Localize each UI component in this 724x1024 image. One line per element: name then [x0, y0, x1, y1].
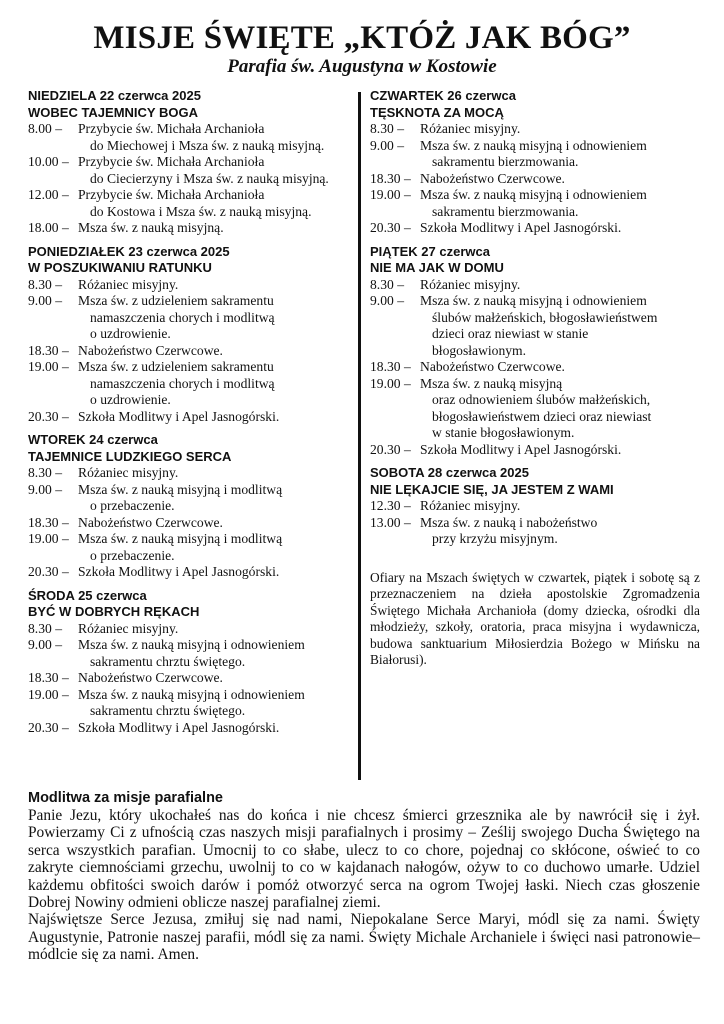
entry-description [420, 293, 700, 359]
entry-description [420, 442, 700, 459]
entry-line: sakramentu chrztu świętego. [90, 703, 246, 718]
entry-line: Msza św. z nauką misyjną i odnowieniem [420, 187, 647, 202]
day-theme: NIE LĘKAJCIE SIĘ, JA JESTEM Z WAMI [370, 481, 614, 497]
entry-time: 8.30 – [28, 465, 62, 480]
schedule-entry [370, 376, 700, 442]
entry-line: Różaniec misyjny. [420, 276, 521, 292]
schedule-entry [28, 621, 348, 638]
entry-line: Nabożeństwo Czerwcowe. [78, 342, 223, 358]
entry-description [78, 359, 348, 409]
schedule-entry [370, 220, 700, 237]
entry-line: o uzdrowienie. [90, 326, 171, 341]
schedule-right-column [370, 88, 700, 669]
entry-description [78, 277, 348, 294]
day-theme: WOBEC TAJEMNICY BOGA [28, 104, 198, 120]
entry-line: Szkoła Modlitwy i Apel Jasnogórski. [420, 220, 622, 235]
entry-time: 19.00 – [28, 359, 69, 374]
day-block [28, 88, 348, 237]
entry-description [420, 376, 700, 442]
schedule-entry [370, 277, 700, 294]
entry-description [78, 515, 348, 532]
schedule-entry [28, 515, 348, 532]
entry-line: przy krzyżu misyjnym. [432, 531, 558, 546]
entry-description [420, 171, 700, 188]
schedule-entry [28, 564, 348, 581]
entry-description [78, 293, 348, 343]
entry-line: Różaniec misyjny. [78, 620, 179, 636]
entry-description [78, 621, 348, 638]
entry-line: sakramentu bierzmowania. [432, 154, 579, 169]
entry-line: Msza św. z udzieleniem sakramentu [78, 293, 274, 308]
entry-line: Przybycie św. Michała Archanioła [78, 121, 265, 136]
schedule-entry [370, 442, 700, 459]
entry-description [78, 482, 348, 515]
entry-time: 8.30 – [370, 121, 404, 136]
entry-line: Msza św. z udzieleniem sakramentu [78, 359, 274, 374]
day-block [370, 465, 700, 548]
entry-line: namaszczenia chorych i modlitwą [90, 309, 275, 325]
entry-description [420, 515, 700, 548]
right-days-list [370, 88, 700, 548]
entry-description [420, 277, 700, 294]
entry-time: 13.00 – [370, 514, 411, 530]
day-date: PIĄTEK 27 czerwca [370, 243, 490, 259]
schedule-left-column [28, 88, 348, 743]
day-block [370, 88, 700, 237]
entry-time: 9.00 – [28, 481, 62, 497]
day-theme: TĘSKNOTA ZA MOCĄ [370, 104, 504, 120]
day-date: SOBOTA 28 czerwca 2025 [370, 465, 529, 480]
schedule-entry [28, 720, 348, 737]
entry-description [78, 670, 348, 687]
entry-line: w stanie błogosławionym. [432, 425, 575, 440]
entry-line: Msza św. z nauką misyjną. [78, 220, 224, 235]
entry-line: Msza św. z nauką misyjną i odnowieniem [78, 686, 305, 702]
entry-line: Msza św. z nauką misyjną i modlitwą [78, 531, 283, 546]
schedule-entry [370, 498, 700, 515]
entry-time: 8.30 – [28, 276, 62, 292]
entry-line: do Miechowej i Msza św. z nauką misyjną. [90, 137, 325, 153]
offering-note: Ofiary na Mszach świętych w czwartek, piątek i sobotę są z przeznaczeniem na dzieła apostolskie Zgromadzenia Świętego Michała Archanioła (domy dziecka, ośrodki dla młodzieży, szkoły, oratoria, praca misyjna i wydawnicza, budowa sanktuarium Miłosierdzia Bożego w Mińsku na Białorusi). [370, 569, 700, 667]
entry-line: Szkoła Modlitwy i Apel Jasnogórski. [420, 441, 622, 457]
schedule-entry [28, 293, 348, 343]
day-block [370, 244, 700, 459]
entry-description [78, 720, 348, 737]
entry-description [78, 220, 348, 237]
schedule-entry [28, 409, 348, 426]
prayer-paragraph: Najświętsze Serce Jezusa, zmiłuj się nad nami, Niepokalane Serce Maryi, módl się za nami. Święty Augustynie, Patronie naszej parafii, módl się za nami. Święty Michale Archaniele i święci nasi patronowie– módlcie się za nami. Amen. [28, 911, 700, 964]
entry-line: Nabożeństwo Czerwcowe. [78, 514, 223, 530]
day-date: PONIEDZIAŁEK 23 czerwca 2025 [28, 243, 230, 259]
schedule-entry [370, 293, 700, 359]
entry-line: Msza św. z nauką misyjną i odnowieniem [78, 637, 305, 652]
schedule-entry [28, 187, 348, 220]
entry-description [78, 343, 348, 360]
day-theme: BYĆ W DOBRYCH RĘKACH [28, 604, 200, 619]
entry-time: 18.00 – [28, 220, 69, 235]
entry-time: 18.30 – [370, 170, 411, 186]
entry-line: Msza św. z nauką misyjną [420, 375, 563, 391]
entry-time: 9.00 – [370, 293, 404, 308]
schedule-entry [370, 359, 700, 376]
day-block [28, 432, 348, 581]
page-subtitle: Parafia św. Augustyna w Kostowie [227, 56, 497, 77]
schedule-entry [28, 482, 348, 515]
day-theme: TAJEMNICE LUDZKIEGO SERCA [28, 448, 232, 464]
column-divider [358, 92, 361, 780]
entry-time: 19.00 – [370, 375, 411, 391]
schedule-entry [28, 359, 348, 409]
entry-time: 8.00 – [28, 121, 62, 136]
schedule-entry [28, 277, 348, 294]
entry-time: 12.00 – [28, 187, 69, 202]
entry-description [78, 465, 348, 482]
entry-line: Przybycie św. Michała Archanioła [78, 154, 265, 169]
entry-line: dzieci oraz niewiast w stanie [432, 326, 589, 341]
schedule-entry [370, 171, 700, 188]
entry-line: Różaniec misyjny. [78, 276, 179, 292]
day-theme: W POSZUKIWANIU RATUNKU [28, 260, 212, 275]
entry-line: Szkoła Modlitwy i Apel Jasnogórski. [78, 719, 280, 735]
entry-line: Szkoła Modlitwy i Apel Jasnogórski. [78, 564, 280, 579]
entry-time: 9.00 – [28, 293, 62, 308]
entry-line: Szkoła Modlitwy i Apel Jasnogórski. [78, 408, 280, 424]
entry-description [78, 637, 348, 670]
entry-line: Różaniec misyjny. [420, 498, 521, 513]
entry-time: 18.30 – [370, 359, 411, 374]
entry-description [420, 138, 700, 171]
entry-line: o przebaczenie. [90, 498, 175, 513]
entry-description [78, 187, 348, 220]
entry-line: oraz odnowieniem ślubów małżeńskich, [432, 392, 651, 407]
schedule-entry [28, 687, 348, 720]
schedule-entry [370, 187, 700, 220]
entry-time: 12.30 – [370, 498, 411, 513]
entry-line: błogosławionym. [432, 342, 527, 358]
day-theme: NIE MA JAK W DOMU [370, 260, 504, 275]
entry-line: ślubów małżeńskich, błogosławieństwem [432, 309, 658, 325]
entry-line: Nabożeństwo Czerwcowe. [78, 670, 223, 685]
entry-description [420, 187, 700, 220]
entry-line: do Kostowa i Msza św. z nauką misyjną. [90, 203, 312, 219]
schedule-entry [370, 138, 700, 171]
entry-description [78, 121, 348, 154]
day-date: NIEDZIELA 22 czerwca 2025 [28, 88, 201, 103]
schedule-entry [28, 343, 348, 360]
prayer-title: Modlitwa za misje parafialne [28, 790, 223, 806]
entry-line: sakramentu chrztu świętego. [90, 653, 246, 669]
schedule-entry [28, 121, 348, 154]
entry-description [420, 220, 700, 237]
schedule-entry [28, 637, 348, 670]
entry-line: do Ciecierzyny i Msza św. z nauką misyjną. [90, 170, 329, 186]
schedule-entry [28, 220, 348, 237]
entry-time: 18.30 – [28, 670, 69, 685]
entry-time: 19.00 – [28, 686, 69, 702]
entry-time: 8.30 – [28, 620, 62, 636]
entry-time: 9.00 – [28, 637, 62, 652]
entry-time: 20.30 – [370, 441, 411, 457]
entry-line: namaszczenia chorych i modlitwą [90, 375, 275, 391]
day-date: WTOREK 24 czerwca [28, 432, 158, 447]
schedule-entry [28, 154, 348, 187]
entry-description [78, 154, 348, 187]
entry-line: Różaniec misyjny. [420, 121, 521, 136]
page-title: MISJE ŚWIĘTE „KTÓŻ JAK BÓG” [93, 20, 631, 56]
entry-description [78, 409, 348, 426]
entry-line: Msza św. z nauką misyjną i odnowieniem [420, 293, 647, 308]
entry-time: 20.30 – [28, 564, 69, 579]
entry-time: 20.30 – [28, 719, 69, 735]
entry-line: Msza św. z nauką misyjną i odnowieniem [420, 137, 647, 153]
entry-description [420, 498, 700, 515]
entry-time: 20.30 – [370, 220, 411, 235]
entry-line: Msza św. z nauką i nabożeństwo [420, 514, 598, 530]
schedule-entry [28, 531, 348, 564]
entry-description [420, 121, 700, 138]
entry-description [78, 531, 348, 564]
day-date: ŚRODA 25 czerwca [28, 587, 147, 603]
entry-time: 18.30 – [28, 342, 69, 358]
entry-line: błogosławieństwem dzieci oraz niewiast [432, 408, 652, 424]
entry-time: 20.30 – [28, 408, 69, 424]
entry-time: 8.30 – [370, 276, 404, 292]
day-date: CZWARTEK 26 czerwca [370, 88, 516, 103]
entry-time: 19.00 – [28, 531, 69, 546]
entry-time: 19.00 – [370, 187, 411, 202]
entry-line: Przybycie św. Michała Archanioła [78, 187, 265, 202]
entry-line: Różaniec misyjny. [78, 465, 179, 480]
entry-description [78, 687, 348, 720]
entry-description [420, 359, 700, 376]
schedule-entry [370, 121, 700, 138]
day-block [28, 244, 348, 426]
day-block [28, 588, 348, 737]
entry-line: o przebaczenie. [90, 547, 175, 563]
entry-description [78, 564, 348, 581]
prayer-paragraph: Panie Jezu, który ukochałeś nas do końca i nie chcesz śmierci grzesznika ale by nawrócił się i żył. Powierzamy Ci z ufnością czas naszych misji parafialnych i prosimy – Ześlij swojego Ducha Świętego na serca wszystkich parafian. Umocnij to co słabe, ulecz to co chore, pojednaj co skłócone, oświeć to co zakryte ciemnościami grzechu, uwolnij to co w kajdanach nałogów, ożyw to co duchowo umarłe. Udziel każdemu obfitości swoich darów i pomóż otworzyć serca na ogrom Twojej łaski. Niech czas głoszenie Dobrej Nowiny odmieni oblicze naszej parafialnej ziemi. [28, 807, 700, 912]
entry-line: Nabożeństwo Czerwcowe. [420, 170, 565, 186]
entry-time: 10.00 – [28, 154, 69, 169]
prayer-section [28, 789, 700, 964]
entry-line: o uzdrowienie. [90, 392, 171, 407]
entry-time: 9.00 – [370, 137, 404, 153]
schedule-entry [370, 515, 700, 548]
schedule-entry [28, 670, 348, 687]
entry-line: Nabożeństwo Czerwcowe. [420, 359, 565, 374]
schedule-entry [28, 465, 348, 482]
entry-line: Msza św. z nauką misyjną i modlitwą [78, 481, 283, 497]
entry-line: sakramentu bierzmowania. [432, 203, 579, 219]
entry-time: 18.30 – [28, 514, 69, 530]
